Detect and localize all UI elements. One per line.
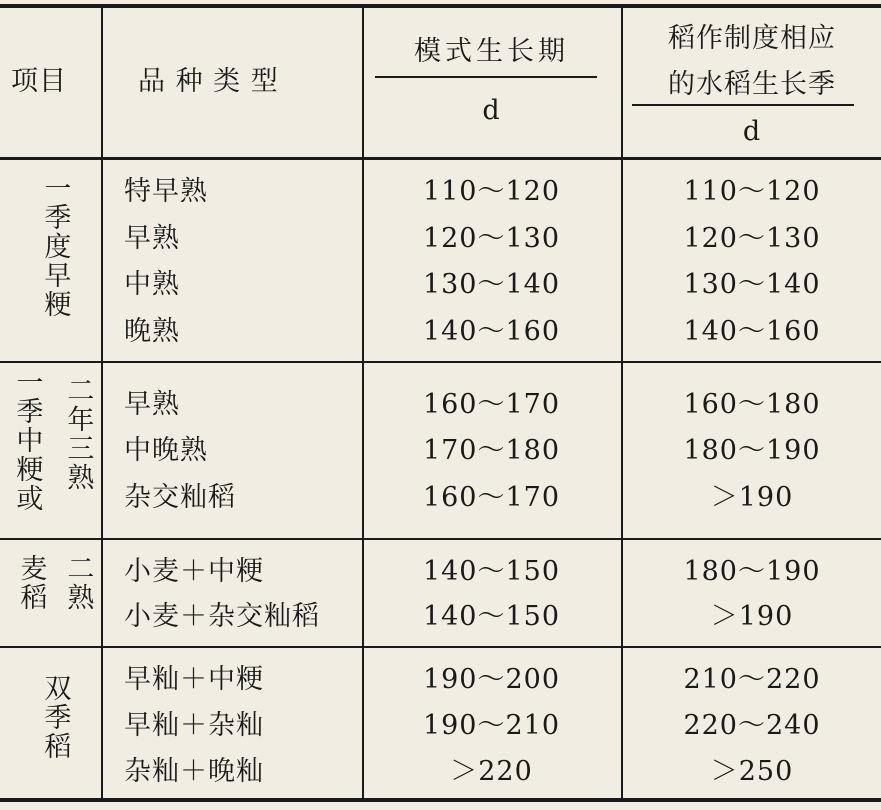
row-season: 120～130	[683, 223, 821, 254]
group-rule-2	[0, 538, 881, 540]
category-group-4: 双季稻	[39, 674, 71, 761]
row-season: 110～120	[683, 176, 821, 207]
row-model: 140～150	[422, 556, 561, 587]
group-rule-1	[0, 361, 881, 363]
row-model: 190～210	[422, 710, 561, 741]
row-season: 180～190	[683, 556, 821, 587]
row-model: 190～200	[422, 664, 561, 695]
row-type: 早熟	[124, 389, 180, 420]
row-season: 140～160	[683, 316, 821, 347]
header-type: 品 种 类 型	[138, 66, 279, 97]
row-season: ＞250	[710, 756, 794, 787]
col-divider-1	[101, 6, 103, 800]
header-season-line2: 的水稻生长季	[668, 69, 836, 100]
category-group-3-right: 二熟	[62, 554, 94, 612]
row-type: 中熟	[124, 269, 180, 300]
row-type: 小麦＋中粳	[124, 556, 264, 587]
top-rule	[0, 4, 881, 8]
row-type: 杂籼＋晚籼	[124, 756, 264, 787]
category-group-2-right: 二年三熟	[62, 376, 94, 492]
header-season-underline	[632, 104, 854, 106]
header-model-unit: d	[482, 95, 501, 126]
row-season: 130～140	[683, 269, 821, 300]
row-season: 160～180	[683, 389, 821, 420]
row-season: 220～240	[683, 710, 821, 741]
bottom-rule	[0, 798, 881, 802]
row-type: 早熟	[124, 223, 180, 254]
row-type: 小麦＋杂交籼稻	[124, 601, 320, 632]
header-model-title: 模式生长期	[414, 36, 569, 67]
row-season: ＞190	[710, 601, 794, 632]
header-model-underline	[375, 76, 597, 78]
row-type: 杂交籼稻	[124, 482, 236, 513]
row-model: 140～150	[422, 601, 561, 632]
row-model: ＞220	[450, 756, 533, 787]
header-rule	[0, 157, 881, 160]
category-group-2-left: 一季中粳或	[11, 368, 43, 513]
category-group-3-left: 麦稻	[15, 554, 47, 612]
row-type: 中晚熟	[124, 435, 208, 466]
row-model: 120～130	[422, 223, 561, 254]
row-model: 130～140	[422, 269, 561, 300]
row-type: 早籼＋杂籼	[124, 710, 264, 741]
row-model: 170～180	[422, 435, 561, 466]
row-season: 210～220	[683, 664, 821, 695]
row-type: 早籼＋中粳	[124, 664, 264, 695]
header-item: 项目	[11, 66, 67, 97]
row-season: 180～190	[683, 435, 821, 466]
header-season-line1: 稻作制度相应	[668, 23, 836, 54]
row-model: 110～120	[422, 176, 561, 207]
row-model: 140～160	[422, 316, 561, 347]
row-season: ＞190	[710, 482, 794, 513]
row-model: 160～170	[422, 389, 561, 420]
row-type: 特早熟	[124, 176, 208, 207]
header-season-unit: d	[742, 116, 762, 147]
category-group-1: 一季度早粳	[39, 174, 71, 319]
row-model: 160～170	[422, 482, 561, 513]
row-type: 晚熟	[124, 316, 180, 347]
group-rule-3	[0, 646, 881, 648]
